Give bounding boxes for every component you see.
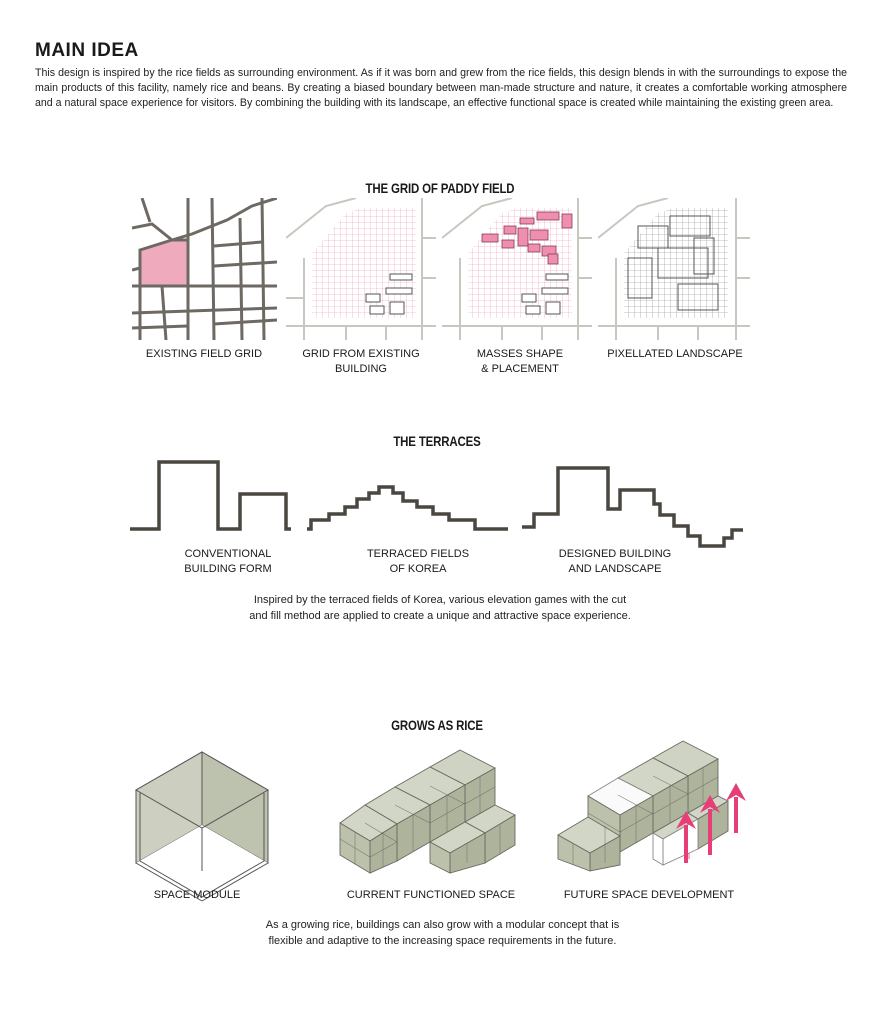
grid-from-existing-building-map [286, 198, 436, 340]
main-idea-text: This design is inspired by the rice fields as surrounding environment. As if it was born and grew from the rice fields, this design blends in with the surroundings to expose the main products of this facility, namely rice and beans. By creating a biased boundary between man-made structure and nature, it creates a comfortable working atmosphere and a natural space experience for visitors. By combining the building with its landscape, an effective functional space is created while maintaining the existing green area. [35, 67, 847, 110]
masses-shape-placement-map [442, 198, 592, 340]
space-module-diagram [132, 745, 272, 875]
caption-conventional-building: CONVENTIONAL BUILDING FORM [184, 548, 272, 575]
main-idea-title: MAIN IDEA [35, 40, 139, 61]
caption-space-module: SPACE MODULE [153, 889, 241, 901]
designed-building-profile [520, 464, 745, 554]
current-functioned-space-diagram [335, 745, 520, 875]
caption-terraced-fields: TERRACED FIELDS OF KOREA [366, 548, 470, 575]
caption-grid-from-existing-building: GRID FROM EXISTING BUILDING [302, 348, 420, 375]
terraces-paragraph: Inspired by the terraced fields of Korea, various elevation games with the cut and fill method are applied to create a unique and attractive space experience. [249, 594, 631, 622]
caption-masses-shape: MASSES SHAPE & PLACEMENT [476, 348, 564, 375]
caption-pixellated-landscape: PIXELLATED LANDSCAPE [607, 348, 743, 360]
rice-paragraph: As a growing rice, buildings can also grow with a modular concept that is flexible and adaptive to the increasing space requirements in the future. [265, 919, 620, 947]
terraced-fields-profile [305, 480, 510, 535]
future-space-development-diagram [553, 733, 753, 875]
caption-designed-building: DESIGNED BUILDING AND LANDSCAPE [558, 548, 672, 575]
pixellated-landscape-map [598, 198, 750, 340]
rice-section-title: GROWS AS RICE [391, 717, 483, 733]
conventional-building-profile [128, 458, 293, 538]
grid-section-title: THE GRID OF PADDY FIELD [365, 180, 515, 196]
caption-existing-field-grid: EXISTING FIELD GRID [145, 348, 263, 360]
caption-future-space-development: FUTURE SPACE DEVELOPMENT [563, 889, 735, 901]
caption-current-functioned-space: CURRENT FUNCTIONED SPACE [346, 889, 516, 901]
terraces-section-title: THE TERRACES [393, 433, 481, 449]
existing-field-grid-map [132, 198, 277, 340]
